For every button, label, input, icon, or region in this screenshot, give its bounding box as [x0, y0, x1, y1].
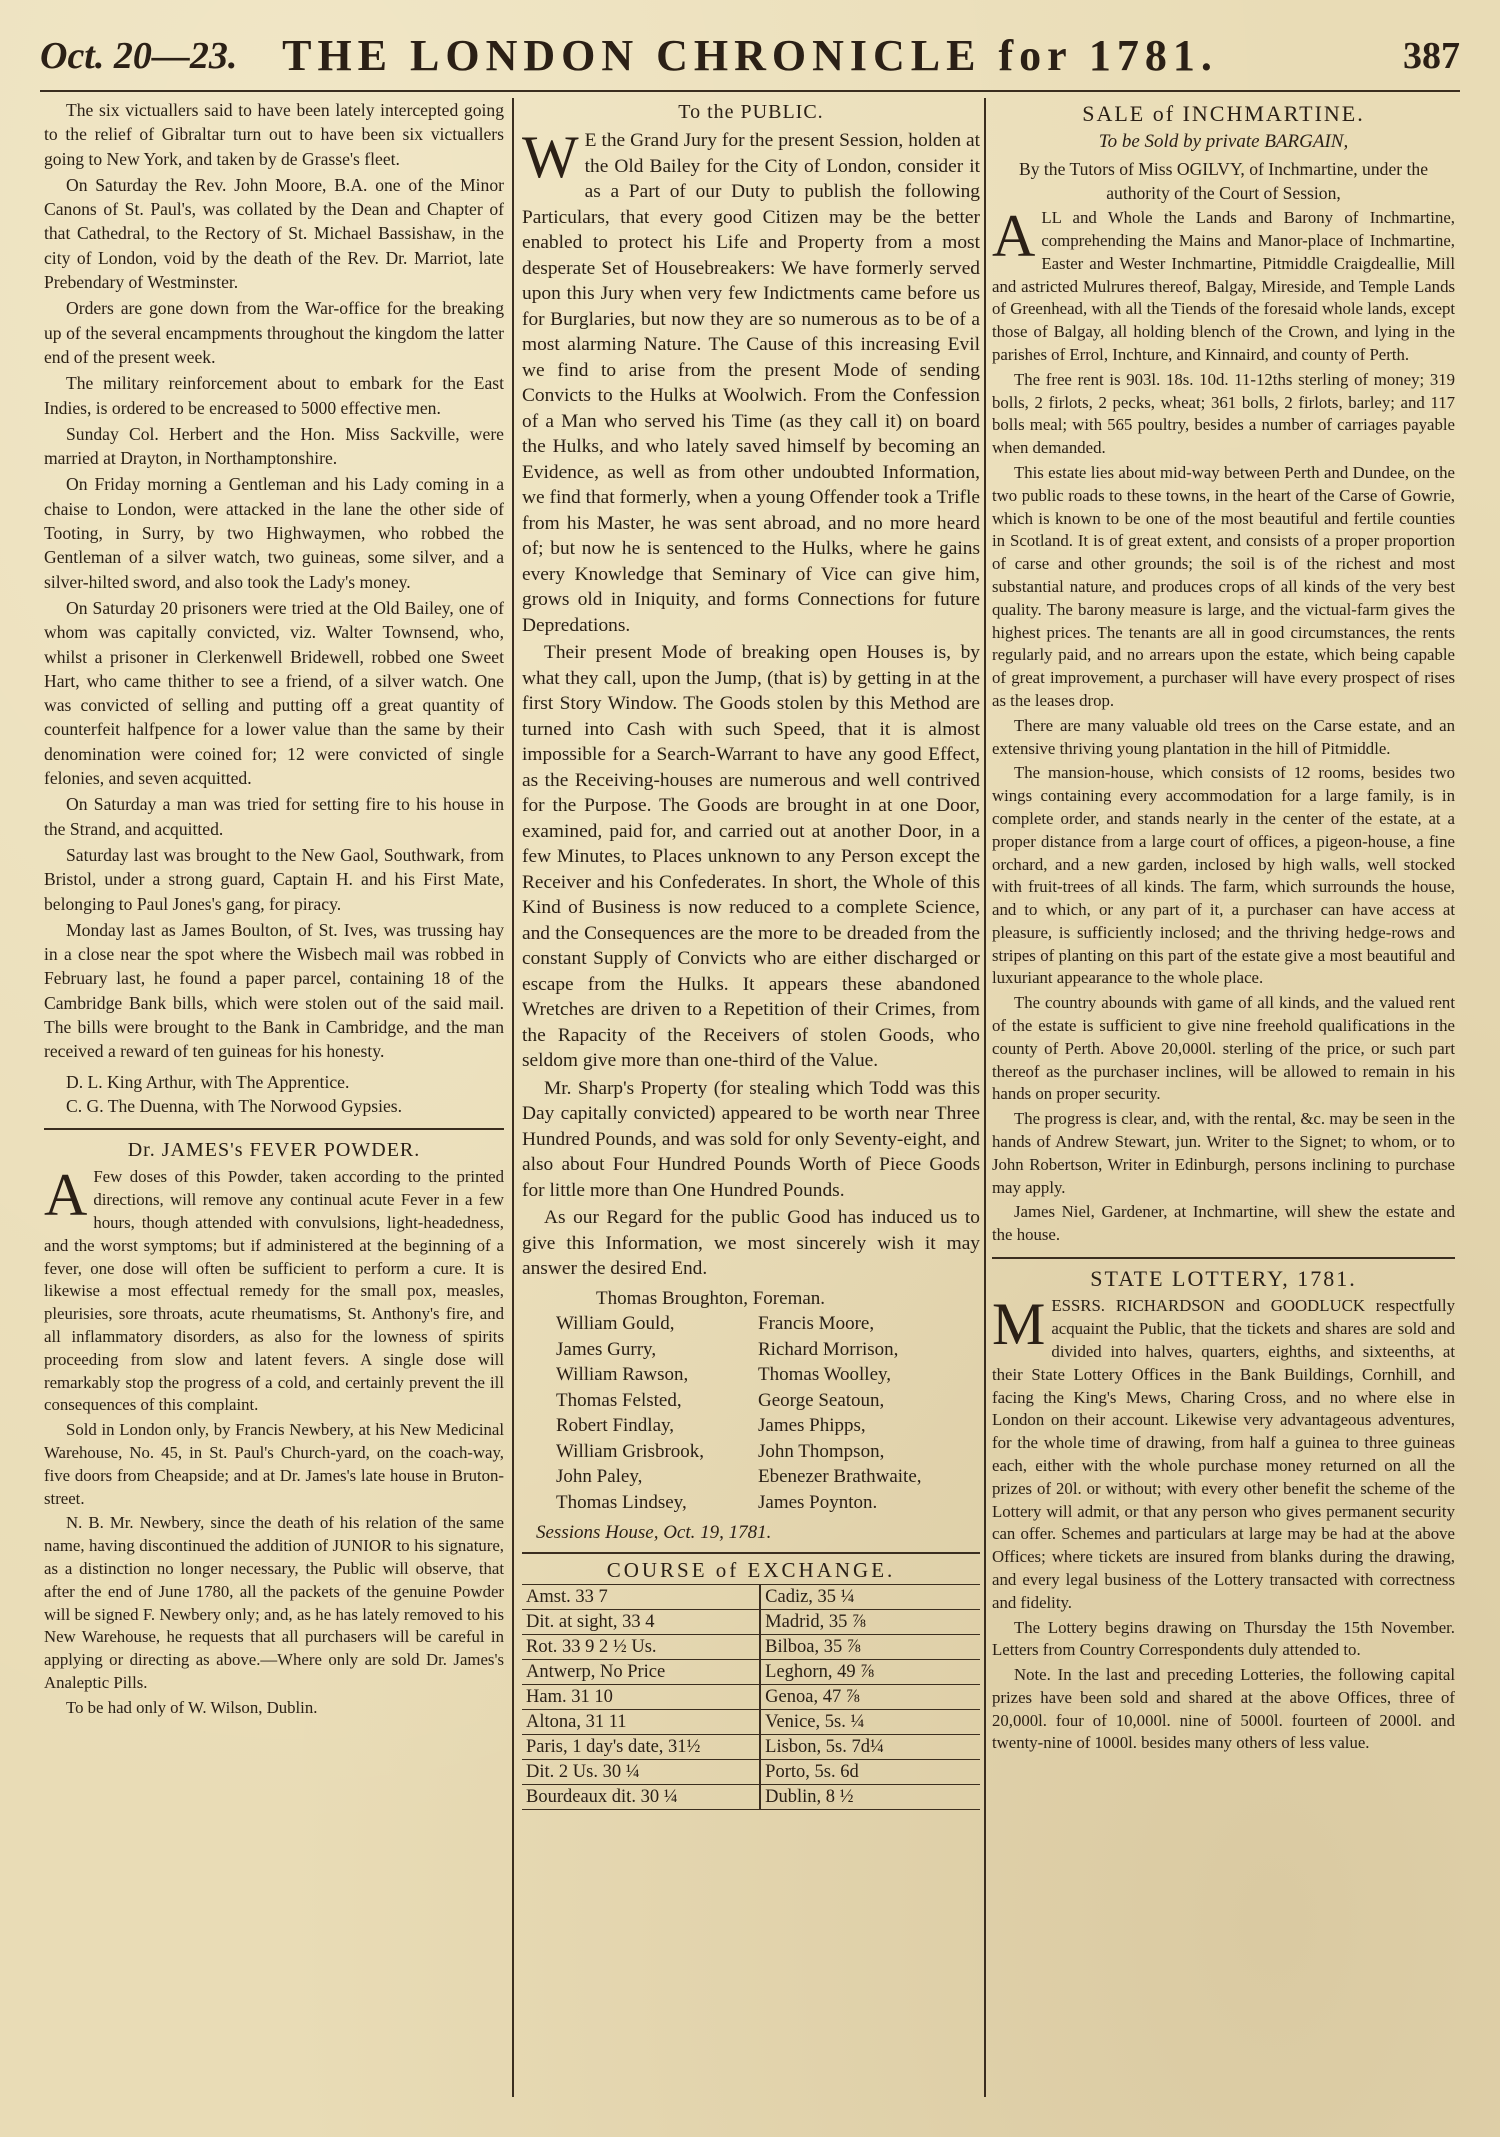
sale-subheading: To be Sold by private BARGAIN, — [1098, 131, 1349, 153]
sessions-dateline: Sessions House, Oct. 19, 1781. — [536, 1522, 772, 1544]
exchange-row — [522, 1759, 980, 1784]
grand-jury-list — [556, 1286, 980, 1516]
public-notice-paragraph: W E the Grand Jury for the present Session, holden at the Old Bailey for the City of London, consider it as a Part of our Duty to publish the following Particulars, that every good Citizen may be the better enabled to protect his Life and Property from a most desperate Set of Housebreakers: We have formerly served upon this Jury when very few Indictments came before us for Burglaries, but now they are so numerous as to be of a most alarming Nature. The Cause of this increasing Evil we find to arise from the present Mode of sending Convicts to the Hulks at Woolwich. From the Confession of a Man who served his Time (as they call it) on board the Hulks, and who lately saved himself by becoming an Evidence, as well as from other undoubted Information, we find that formerly, when a young Offender took a Trifle from his Master, he was sent abroad, and no more heard of; but now he is sentenced to the Hulks, where he gains every Knowledge that Seminary of Vice can give him, grows old in Iniquity, and forms Connections for future Depredations. — [522, 124, 980, 636]
fever-powder-paragraph: A Few doses of this Powder, taken according to the printed directions, will remove any continual acute Fever in a few hours, though attended with convulsions, light-headedness, and the worst symptoms; but if administered at the beginning of a fever, one dose will often be sufficient to perform a cure. It is likewise a most effectual remedy for the small pox, measles, pleurisies, sore throats, acute rheumatisms, St. Anthony's fire, and all inflammatory disorders, as also for the lowness of spirits proceeding from slow and latent fevers. A single dose will remarkably stop the progress of a cold, and certainly prevent the ill consequences of this complaint. — [44, 1162, 504, 1415]
juror-row: William Grisbrook, John Thompson, — [556, 1440, 885, 1462]
exchange-row — [522, 1634, 980, 1659]
exchange-cell: Porto, 5s. 6d — [760, 1759, 980, 1784]
exchange-cell: Madrid, 35 ⅞ — [760, 1609, 980, 1634]
juror-row: James Gurry, Richard Morrison, — [556, 1338, 899, 1360]
drop-cap: A — [992, 203, 1036, 270]
exchange-row — [522, 1584, 980, 1609]
exchange-cell: Leghorn, 49 ⅞ — [760, 1659, 980, 1684]
sale-heading: SALE of INCHMARTINE. — [1082, 101, 1365, 126]
exchange-cell: Rot. 33 9 2 ½ Us. — [522, 1634, 760, 1659]
drop-cap: M — [992, 1291, 1046, 1358]
news-paragraph: On Saturday 20 prisoners were tried at the Old Bailey, one of whom was capitally convicted, viz. Walter Townsend, who, whilst a prisoner in Clerkenwell Bridewell, robbed one Sweet Hart, who came thither to see a friend, of a silver watch. One was convicted of selling and putting off a great quantity of counterfeit halfpence for a lower value than the same by their denomination were coined for; 12 were convicted of single felonies, and seven acquitted. — [44, 597, 504, 789]
exchange-cell: Amst. 33 7 — [522, 1584, 760, 1609]
issue-date: Oct. 20—23. — [40, 35, 238, 77]
sale-paragraph: The progress is clear, and, with the rental, &c. may be seen in the hands of Andrew Stewart, jun. Writer to the Signet; to whom, or to John Robertson, Writer in Edinburgh, persons inclining to purchase may apply. — [992, 1109, 1455, 1197]
juror-row: William Gould, Francis Moore, — [556, 1313, 875, 1335]
page-number: 387 — [1403, 35, 1460, 77]
column-rule — [512, 98, 514, 2097]
exchange-row — [522, 1734, 980, 1759]
masthead — [40, 30, 1460, 92]
exchange-row — [522, 1784, 980, 1809]
column-3 — [992, 98, 1455, 2099]
juror-row: Thomas Lindsey, James Poynton. — [556, 1491, 878, 1513]
sale-paragraph: James Niel, Gardener, at Inchmartine, will shew the estate and the house. — [992, 1202, 1455, 1245]
exchange-row — [522, 1659, 980, 1684]
exchange-cell: Dit. at sight, 33 4 — [522, 1609, 760, 1634]
lottery-heading: STATE LOTTERY, 1781. — [1090, 1266, 1357, 1292]
section-divider — [522, 1552, 980, 1554]
exchange-cell: Dublin, 8 ½ — [760, 1784, 980, 1809]
news-paragraph: On Friday morning a Gentleman and his Lady coming in a chaise to London, were attacked in the lane the other side of Tooting, in Surry, by two Highwaymen, who robbed the Gentleman of a silver watch, two guineas, some silver, and a silver-hilted sword, and also took the Lady's money. — [44, 474, 504, 592]
public-notice-paragraph: Their present Mode of breaking open Houses is, by what they call, upon the Jump, (that is) by getting in at the first Story Window. The Goods stolen by this Method are turned into Cash with such Speed, that it is almost impossible for a Search-Warrant to have any good Effect, as the Receiving-houses are numerous and well contrived for the Purpose. The Goods are brought in at one Door, examined, paid for, and carried out at another Door, in a few Minutes, to Places unknown to any Person except the Receiver and his Confederates. In short, the Whole of this Kind of Business is now reduced to a complete Science, and the Consequences are the more to be dreaded from the constant Supply of Convicts who are either discharged or escape from the Hulks. It appears these abandoned Wretches are driven to a Repetition of their Crimes, from the Rapacity of the Receivers of stolen Goods, who seldom give more than one-third of the Value. — [522, 642, 980, 1072]
drop-cap: A — [44, 1162, 88, 1229]
theatre-listings — [44, 1070, 504, 1119]
juror-row: Robert Findlay, James Phipps, — [556, 1415, 866, 1437]
public-notice-heading: To the PUBLIC. — [678, 101, 824, 123]
news-paragraph: On Saturday the Rev. John Moore, B.A. one of the Minor Canons of St. Paul's, was collated by the Dean and Chapter of that Cathedral, to the Rectory of St. Michael Bassishaw, in the city of London, void by the death of the Rev. Dr. Marriot, late Prebendary of Westminster. — [44, 174, 504, 293]
exchange-cell: Bourdeaux dit. 30 ¼ — [522, 1784, 760, 1809]
public-notice-paragraph: Mr. Sharp's Property (for stealing which Todd was this Day capitally convicted) appeared to be worth near Three Hundred Pounds, and was sold for only Seventy-eight, and also about Four Hundred Pounds Worth of Piece Goods for little more than One Hundred Pounds. — [522, 1077, 980, 1201]
newspaper-title: THE LONDON CHRONICLE for 1781. — [282, 31, 1218, 80]
column-rule — [984, 98, 986, 2097]
news-paragraph: Saturday last was brought to the New Gaol, Southwark, from Bristol, under a strong guard, Captain H. and his First Mate, belonging to Paul Jones's gang, for piracy. — [44, 844, 504, 914]
news-paragraph: The military reinforcement about to embark for the East Indies, is ordered to be encreased to 5000 effective men. — [44, 373, 504, 418]
section-divider — [44, 1128, 504, 1130]
exchange-table — [522, 1584, 980, 1810]
section-divider — [992, 1257, 1455, 1259]
exchange-cell: Lisbon, 5s. 7d¼ — [760, 1734, 980, 1759]
exchange-cell: Paris, 1 day's date, 31½ — [522, 1734, 760, 1759]
lottery-paragraph: Note. In the last and preceding Lotteries, the following capital prizes have been sold and shared at the above Offices, three of 20,000l. four of 10,000l. nine of 5000l. fourteen of 2000l. and twenty-nine of 1000l. besides many others of less value. — [992, 1665, 1455, 1753]
lottery-paragraph: The Lottery begins drawing on Thursday the 15th November. Letters from Country Correspondents duly attended to. — [992, 1617, 1455, 1660]
sale-intro: By the Tutors of Miss OGILVY, of Inchmartine, under the authority of the Court of Session, — [1018, 158, 1429, 203]
exchange-cell: Altona, 31 11 — [522, 1709, 760, 1734]
news-paragraph: Monday last as James Boulton, of St. Ives, was trussing hay in a close near the spot where the Wisbech mail was robbed in February last, he found a paper parcel, containing 18 of the Cambridge Bank bills, which were stolen out of the said mail. The bills were brought to the Bank in Cambridge, and the man received a reward of ten guineas for his honesty. — [44, 919, 504, 1062]
public-notice-paragraph: As our Regard for the public Good has induced us to give this Information, we most sincerely wish it may answer the desired End. — [522, 1207, 980, 1280]
sale-paragraph: This estate lies about mid-way between Perth and Dundee, on the two public roads to these towns, in the heart of the Carse of Gowrie, which is known to be one of the most beautiful and fertile counties in Scotland. It is of great extent, and consists of a proper proportion of carse and other grounds; the soil is of the richest and most substantial nature, and produces crops of all kinds of the very best quality. The barony measure is large, and the victual-farm gives the highest prices. The tenants are all in good circumstances, the rents regularly paid, and no arrears upon the estate, which being capable of great improvement, a purchaser will have every prospect of rises as the leases drop. — [992, 462, 1455, 710]
news-paragraph: Orders are gone down from the War-office for the breaking up of the several encampments throughout the kingdom the latter end of the present week. — [44, 298, 504, 367]
theatre-listing: D. L. King Arthur, with The Apprentice. — [66, 1071, 350, 1092]
exchange-row — [522, 1684, 980, 1709]
drop-cap: W — [522, 124, 579, 191]
news-paragraph: On Saturday a man was tried for setting fire to his house in the Strand, and acquitted. — [44, 794, 504, 839]
exchange-cell: Ham. 31 10 — [522, 1684, 760, 1709]
fever-powder-heading: Dr. JAMES's FEVER POWDER. — [127, 1139, 421, 1162]
lottery-paragraph: MESSRS. RICHARDSON and GOODLUCK respectfully acquaint the Public, that the tickets and shares are sold and divided into halves, quarters, eighths, and sixteenths, at their State Lottery Offices in the Bank Buildings, Cornhill, and facing the King's Mews, Charing Cross, and no where else in London on their account. Likewise very advantageous adventures, for the whole time of drawing, from half a guinea to three guineas each, either with the whole purchase money returned on all the prizes of 20l. or without; with every other benefit the scheme of the Lottery will admit, or that any person who gives permanent security can offer. Schemes and particulars at large may be had at the above Offices; where tickets are insured from blanks during the drawing, and every legal business of the Lottery transacted with correctness and fidelity. — [992, 1291, 1455, 1612]
sale-paragraph: The free rent is 903l. 18s. 10d. 11-12ths sterling of money; 319 bolls, 2 firlots, 2 pecks, wheat; 361 bolls, 2 firlots, barley; and 117 bolls meal; with 565 poultry, besides a number of carriages payable when demanded. — [992, 369, 1455, 458]
exchange-cell: Cadiz, 35 ¼ — [760, 1584, 980, 1609]
exchange-heading: COURSE of EXCHANGE. — [606, 1557, 896, 1582]
sale-paragraph: ALL and Whole the Lands and Barony of Inchmartine, comprehending the Mains and Manor-place of Inchmartine, Easter and Wester Inchmartine, Pitmiddle Craigdeallie, Mill and astricted Mulrures thereof, Balgay, Mireside, and Temple Lands of Greenhead, with all the Tiends of the foresaid whole lands, except those of Balgay, all holding blench of the Crown, and lying in the parishes of Errol, Inchture, and Kinnaird, and county of Perth. — [992, 203, 1455, 364]
juror-row: William Rawson, Thomas Woolley, — [556, 1364, 892, 1386]
exchange-row — [522, 1709, 980, 1734]
sale-paragraph: There are many valuable old trees on the Carse estate, and an extensive thriving young plantation in the hill of Pitmiddle. — [992, 715, 1455, 758]
exchange-cell: Dit. 2 Us. 30 ¼ — [522, 1759, 760, 1784]
news-paragraph: The six victuallers said to have been lately intercepted going to the relief of Gibraltar turn out to have been six victuallers going to New York, and taken by de Grasse's fleet. — [44, 100, 504, 169]
exchange-cell: Antwerp, No Price — [522, 1659, 760, 1684]
exchange-cell: Bilboa, 35 ⅞ — [760, 1634, 980, 1659]
news-paragraph: Sunday Col. Herbert and the Hon. Miss Sackville, were married at Drayton, in Northamptonshire. — [44, 423, 504, 469]
column-2 — [522, 98, 980, 2099]
juror-row: John Paley, Ebenezer Brathwaite, — [556, 1466, 922, 1488]
exchange-row — [522, 1609, 980, 1634]
juror-row: Thomas Felsted, George Seatoun, — [556, 1389, 885, 1411]
exchange-cell: Genoa, 47 ⅞ — [760, 1684, 980, 1709]
exchange-cell: Venice, 5s. ¼ — [760, 1709, 980, 1734]
column-1 — [44, 98, 504, 2099]
fever-powder-paragraph: To be had only of W. Wilson, Dublin. — [66, 1697, 318, 1717]
sale-paragraph: The country abounds with game of all kinds, and the valued rent of the estate is sufficient to give nine freehold qualifications in the county of Perth. Above 20,000l. sterling of the price, or such part thereof as the purchaser inclines, will be allowed to remain in his hands on proper security. — [992, 993, 1455, 1104]
foreman-name: Thomas Broughton, Foreman. — [596, 1287, 826, 1309]
fever-powder-paragraph: Sold in London only, by Francis Newbery, at his New Medicinal Warehouse, No. 45, in St. Paul's Church-yard, on the coach-way, five doors from Cheapside; and at Dr. James's late house in Bruton-street. — [44, 1420, 504, 1508]
sale-paragraph: The mansion-house, which consists of 12 rooms, besides two wings containing every accommodation for a large family, is in complete order, and stands nearly in the center of the estate, at a proper distance from a large court of offices, a pigeon-house, a fine orchard, and a new garden, inclosed by high walls, well stocked with fruit-trees of all kinds. The farm, which surrounds the house, and to which, or any part of it, a purchaser can have access at pleasure, is sufficiently inclosed; and the thriving hedge-rows and stripes of planting on this part of the estate give a most beautiful and luxuriant appearance to the whole place. — [992, 763, 1455, 988]
theatre-listing: C. G. The Duenna, with The Norwood Gypsies. — [66, 1095, 403, 1116]
fever-powder-paragraph: N. B. Mr. Newbery, since the death of his relation of the same name, having discontinued the addition of JUNIOR to his signature, as a distinction no longer necessary, the Public will observe, that after the end of June 1780, all the packets of the genuine Powder will be signed F. Newbery only; and, as he has lately removed to his New Warehouse, he requests that all purchasers will be careful in applying or directing as above.—Where only are sold Dr. James's Analeptic Pills. — [44, 1513, 504, 1692]
